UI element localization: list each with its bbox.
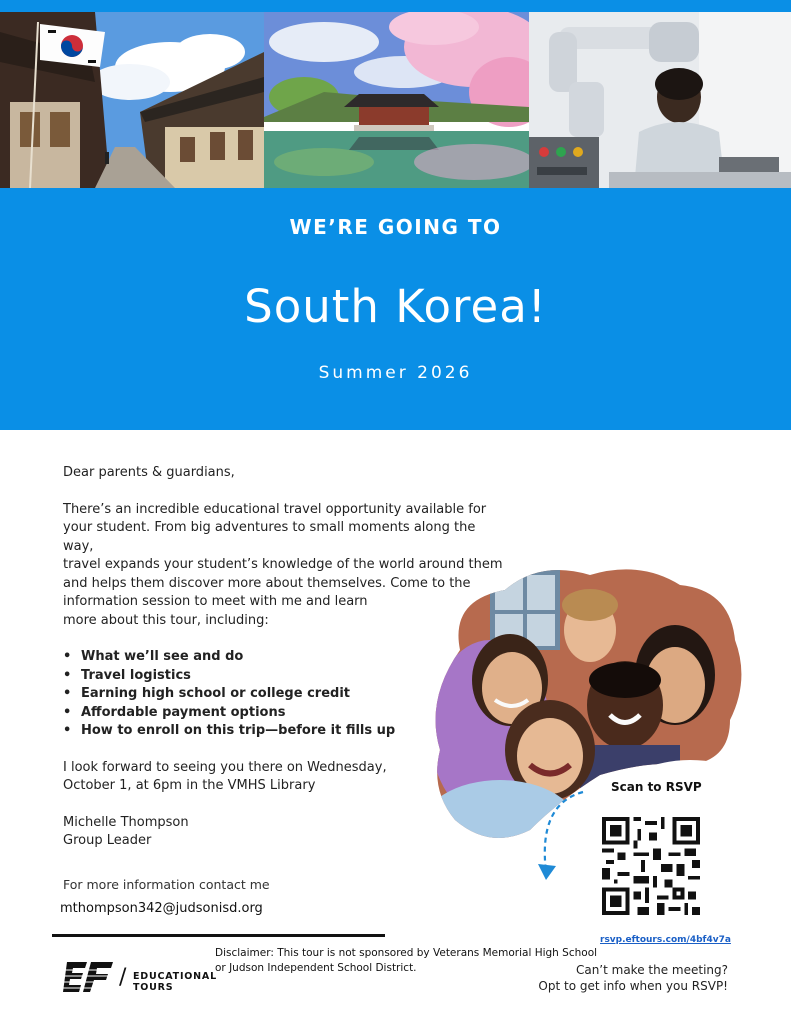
hero-subtitle: Summer 2026	[318, 363, 473, 383]
logo-divider-slash: /	[119, 965, 127, 990]
closing-line: October 1, at 6pm in the VMHS Library	[63, 778, 316, 793]
gyeonghoeru-pavilion-cherry-blossom-photo	[264, 12, 529, 188]
cant-make-line: Opt to get info when you RSVP!	[538, 979, 728, 993]
logo-line: TOURS	[133, 982, 174, 993]
greeting: Dear parents & guardians,	[63, 465, 235, 480]
signature-name: Michelle Thompson	[63, 814, 189, 830]
contact-email[interactable]: mthompson342@judsonisd.org	[60, 901, 263, 916]
student-robot-arm-lab-photo	[529, 12, 791, 188]
intro-line: travel expands your student’s knowledge of the world around them	[63, 557, 503, 572]
intro-line: your student. From big adventures to small moments along the way,	[63, 520, 476, 554]
intro-line: information session to meet with me and learn	[63, 594, 368, 609]
hanok-street-korean-flag-photo	[0, 12, 264, 188]
logo-line: EDUCATIONAL	[133, 971, 217, 982]
ef-educational-tours-logo-text	[133, 971, 217, 993]
scan-to-rsvp-label: Scan to RSVP	[611, 780, 702, 794]
list-item: • What we’ll see and do	[63, 648, 503, 667]
cant-make-line: Can’t make the meeting?	[575, 963, 728, 977]
intro-line: and helps them discover more about themselves. Come to the	[63, 575, 471, 591]
hero-title: South Korea!	[244, 280, 547, 333]
rsvp-link[interactable]: rsvp.eftours.com/4bf4v7a	[600, 935, 731, 945]
list-item: • Travel logistics	[63, 667, 503, 686]
footer-divider	[52, 934, 385, 937]
list-item: • Affordable payment options	[63, 704, 503, 723]
hero-banner	[0, 188, 791, 430]
closing-line: I look forward to seeing you there on Wednesday,	[63, 759, 387, 775]
disclaimer-line: Disclaimer: This tour is not sponsored by Veterans Memorial High School	[215, 947, 598, 959]
top-accent-strip	[0, 0, 791, 12]
list-item: • Earning high school or college credit	[63, 685, 503, 704]
rsvp-qr-code[interactable]	[602, 814, 700, 918]
disclaimer-line: or Judson Independent School District.	[215, 962, 417, 974]
contact-label: For more information contact me	[63, 877, 270, 892]
intro-line: There’s an incredible educational travel opportunity available for	[63, 501, 487, 517]
list-item: • How to enroll on this trip—before it fills up	[63, 722, 503, 741]
signature-role: Group Leader	[63, 833, 152, 848]
cant-make-meeting-note	[538, 962, 728, 994]
ef-logo-icon	[63, 962, 113, 992]
curved-arrow-icon	[528, 784, 598, 884]
hero-kicker: WE’RE GOING TO	[289, 215, 502, 239]
intro-line: more about this tour, including:	[63, 612, 269, 628]
